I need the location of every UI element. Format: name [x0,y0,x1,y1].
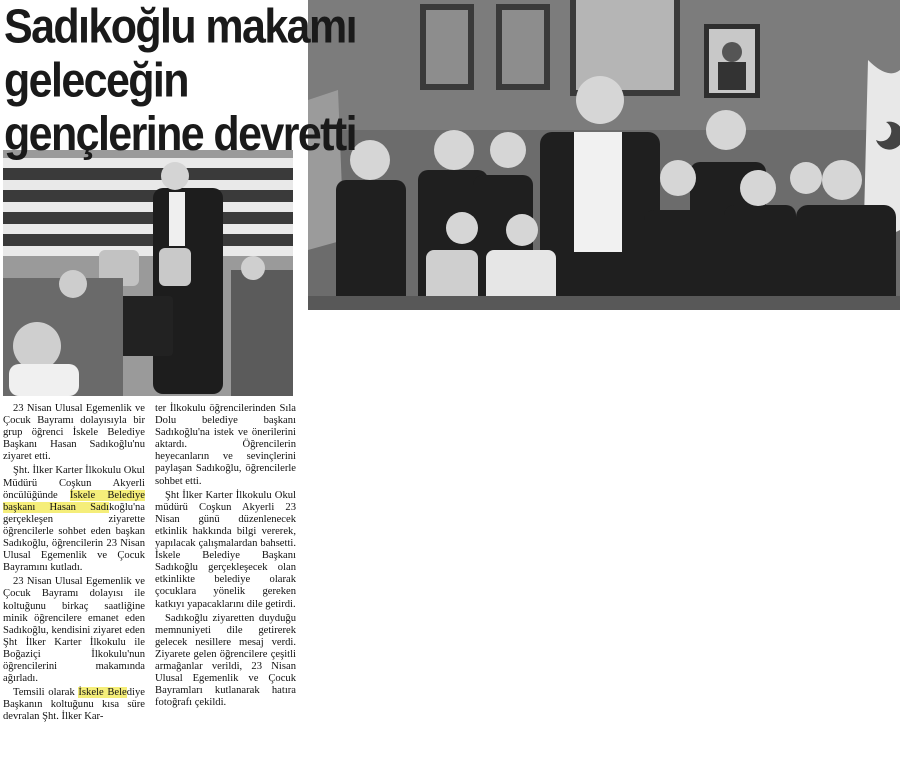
paragraph-text: Şht. İlker Karter İlkokulu Okul Müdürü Coşkun Akyerli öncülüğünde [3,465,145,501]
paragraph-text: Temsili olarak [13,687,79,699]
article-column-1 [3,403,145,725]
article-headline [4,0,444,161]
article-paragraph [3,687,145,723]
highlighted-text: İskele Belediye başkanı Hasan Sadı [3,489,145,513]
paragraph-text: Şht İlker Karter İlkokulu Okul müdürü Coşkun Akyerli 23 Nisan günü düzenlenecek etkinlik hakkında bilgi vererek, yapılacak çalışmalardan bahsetti. İskele Belediye Başkanı Sadıkoğlu gerçekleşecek olan etkinlikte belediye olarak çocuklara yönelik gereken katkıyı yapacaklarını dile getirdi. [155,489,296,610]
article-paragraph [3,403,145,463]
paragraph-text: 23 Nisan Ulusal Egemenlik ve Çocuk Bayramı dolayısı ile koltuğunu birkaç saatliğine minik öğrencilere emanet eden Sadıkoğlu, kendisini ziyaret eden Şht İlker Karter İlkokulu ile Boğaziçi İlkokulu'nun öğrencilerini makamında ağırladı. [3,576,145,685]
article-paragraph [155,613,296,710]
article-paragraph [155,403,296,488]
headline-line-2: gençlerine devretti [4,107,356,162]
headline-line-1: Sadıkoğlu makamı geleceğin [4,0,356,108]
article-paragraph [3,576,145,685]
paragraph-text: Sadıkoğlu ziyaretten duyduğu memnuniyeti dile getirerek gelecek nesillere mesaj verdi. Ziyarete gelen öğrencilere çeşitli armağanlar verildi, 23 Nisan Ulusal Egemenlik ve Çocuk Bayramları kutlanarak hatıra fotoğrafı çekildi. [155,612,296,709]
article-paragraph [3,465,145,574]
article-paragraph [155,490,296,611]
paragraph-text: 23 Nisan Ulusal Egemenlik ve Çocuk Bayramı dolayısıyla bir grup öğrenci İskele Belediye Başkanı Hasan Sadıkoğlu'nu ziyaret etti. [3,403,145,463]
paragraph-text: koğlu'na gerçekleşen ziyarette öğrencilerle sohbet eden başkan Sadıkoğlu, öğrencilerin 23 Nisan Ulusal Egemenlik ve Çocuk Bayramını kutladı. [3,501,145,574]
article-column-2 [155,403,296,711]
highlighted-text: İskele Bele [78,687,127,699]
paragraph-text: ter İlkokulu öğrencilerinden Sıla Dolu belediye başkanı Sadıkoğlu'na istek ve önerilerini aktardı. Öğrencilerin heyecanların ve sevinçlerini paylaşan Sadıkoğlu, öğrencilerle sohbet etti. [155,403,296,487]
paragraph-text: diye Başkanın koltuğunu kısa süre devralan Şht. İlker Kar- [3,687,145,723]
classroom-photo [3,150,293,396]
